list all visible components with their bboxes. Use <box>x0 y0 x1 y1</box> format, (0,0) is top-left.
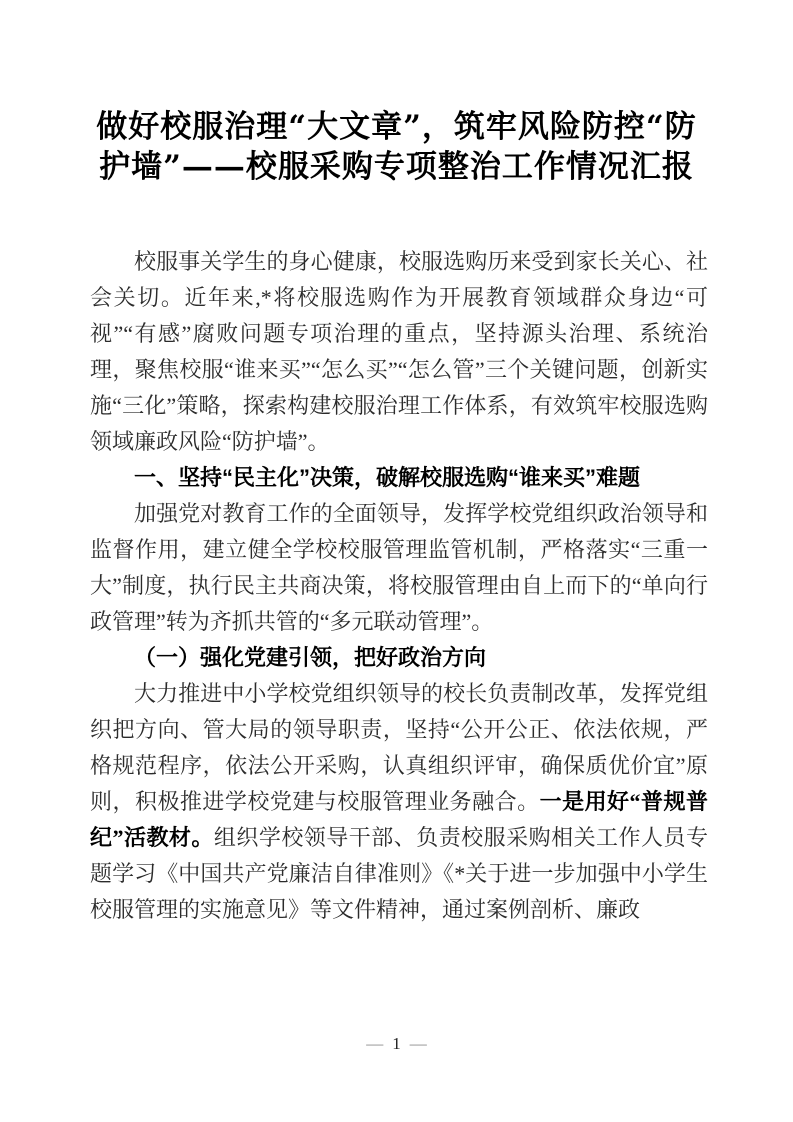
footer-dash-left: — <box>366 1034 384 1053</box>
section-1-paragraph: 加强党对教育工作的全面领导，发挥学校党组织政治领导和监督作用，建立健全学校校服管理监管机制，严格落实“三重一大”制度，执行民主共商决策，将校服管理由自上而下的“单向行政管理”转为齐抓共管的“多元联动管理”。 <box>90 501 708 634</box>
document-title: 做好校服治理“大文章”，筑牢风险防控“防护墙”——校服采购专项整治工作情况汇报 <box>96 109 697 185</box>
paragraph-bold-emphasis: 一是用好“普规普纪”活教材。 <box>90 789 708 850</box>
page-number: 1 <box>392 1034 401 1053</box>
page-footer <box>0 1032 793 1056</box>
intro-paragraph: 校服事关学生的身心健康，校服选购历来受到家长关心、社会关切。近年来,*将校服选购作为开展教育领域群众身边“可视”“有感”腐败问题专项治理的重点，坚持源头治理、系统治理，聚焦校服“谁来买”“怎么买”“怎么管”三个关键问题，创新实施“三化”策略，探索构建校服治理工作体系，有效筑牢校服选购领域廉政风险“防护墙”。 <box>90 249 708 454</box>
paragraph-text-lead: 大力推进中小学校党组织领导的校长负责制改革，发挥党组织把方向、管大局的领导职责，坚持“公开公正、依法依规，严格规范程序，依法公开采购，认真组织评审，确保质优价宜”原则，积极推进学校党建与校服管理业务融合。 <box>90 681 708 814</box>
paragraph-text-rest: 组织学校领导干部、负责校服采购相关工作人员专题学习《中国共产党廉洁自律准则》《*关于进一步加强中小学生校服管理的实施意见》等文件精神，通过案例剖析、廉政 <box>90 825 708 922</box>
subsection-1-1-paragraph <box>90 676 708 928</box>
document-body <box>90 244 708 928</box>
section-1-heading: 一、坚持“民主化”决策，破解校服选购“谁来买”难题 <box>134 465 641 490</box>
subsection-1-1-heading: （一）强化党建引领，把好政治方向 <box>134 645 487 670</box>
footer-dash-right: — <box>409 1034 427 1053</box>
